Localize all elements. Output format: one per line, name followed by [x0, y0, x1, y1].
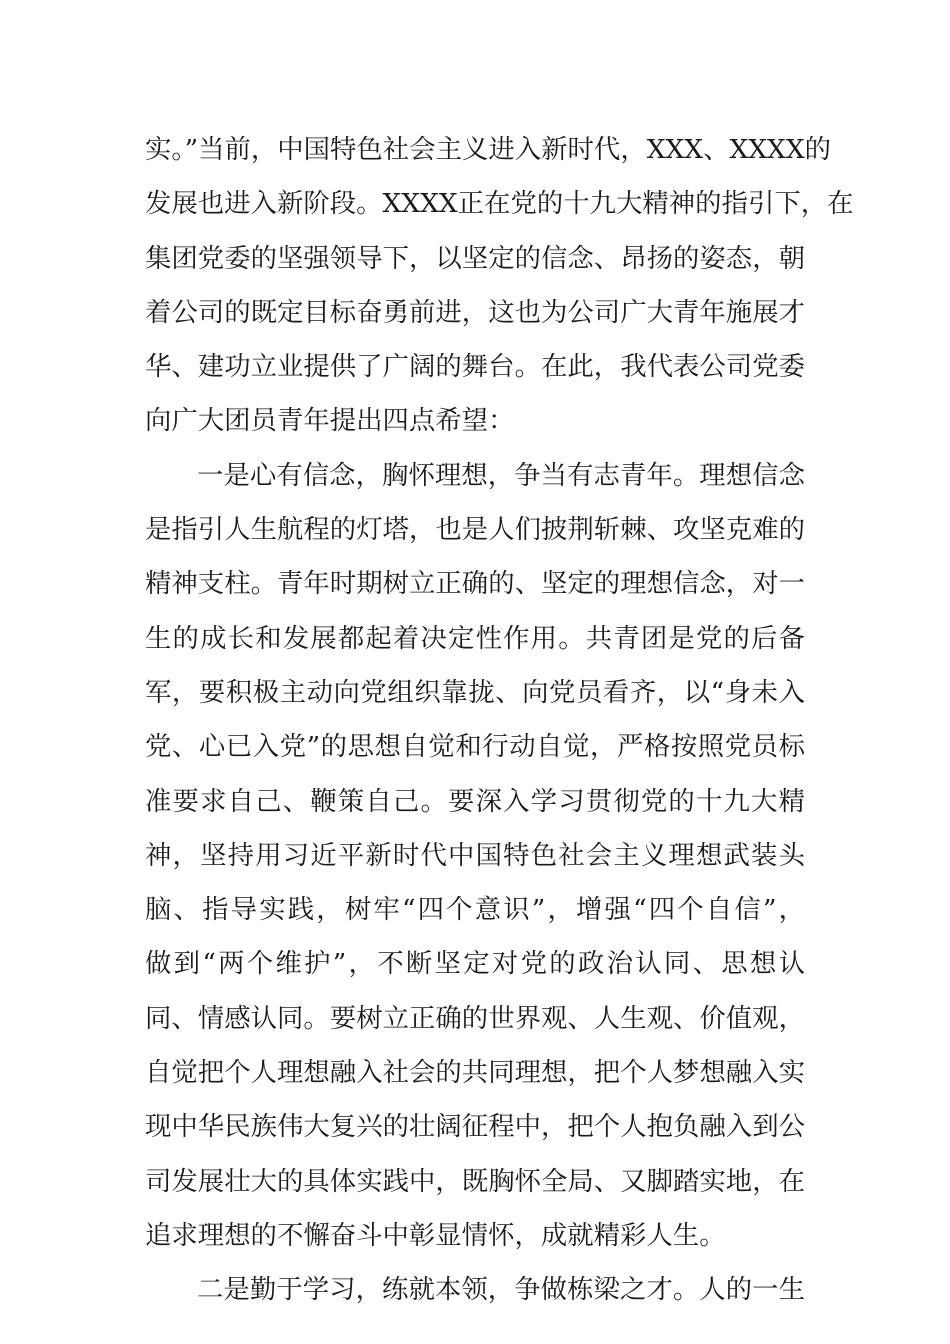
- paragraph-continuation: [145, 123, 854, 449]
- paragraph-first-hope: [145, 449, 805, 1263]
- paragraph-second-hope: [145, 1263, 805, 1317]
- text-line: 现中华民族伟大复兴的壮阔征程中，把个人抱负融入到公: [145, 1111, 805, 1143]
- text-line: 着公司的既定目标奋勇前进，这也为公司广大青年施展才: [145, 296, 805, 328]
- text-line: 实。”当前，中国特色社会主义进入新时代，XXX、XXXX的: [145, 134, 832, 165]
- text-line: 一是心有信念，胸怀理想，争当有志青年。理想信念: [197, 459, 805, 491]
- text-line: 做到“两个维护”，不断坚定对党的政治认同、思想认: [145, 948, 805, 980]
- text-line: 精神支柱。青年时期树立正确的、坚定的理想信念，对一: [145, 568, 805, 600]
- text-line: 同、情感认同。要树立正确的世界观、人生观、价值观，: [145, 1002, 805, 1034]
- text-line: 追求理想的不懈奋斗中彰显情怀，成就精彩人生。: [145, 1219, 726, 1251]
- text-line: 集团党委的坚强领导下，以坚定的信念、昂扬的姿态，朝: [145, 242, 805, 274]
- text-line: 二是勤于学习，练就本领，争做栋梁之才。人的一生: [197, 1274, 805, 1306]
- text-line: 自觉把个人理想融入社会的共同理想，把个人梦想融入实: [145, 1057, 805, 1089]
- text-line: 发展也进入新阶段。XXXX正在党的十九大精神的指引下，在: [145, 188, 854, 220]
- text-line: 华、建功立业提供了广阔的舞台。在此，我代表公司党委: [145, 351, 805, 383]
- document-body: [145, 123, 854, 1318]
- text-line: 是指引人生航程的灯塔，也是人们披荆斩棘、攻坚克难的: [145, 514, 805, 546]
- text-line: 生的成长和发展都起着决定性作用。共青团是党的后备: [145, 622, 805, 654]
- text-line: 军，要积极主动向党组织靠拢、向党员看齐，以“身未入: [145, 676, 805, 708]
- text-line: 脑、指导实践，树牢“四个意识”，增强“四个自信”，: [145, 894, 805, 926]
- text-line: 党、心已入党”的思想自觉和行动自觉，严格按照党员标: [145, 731, 805, 763]
- text-line: 司发展壮大的具体实践中，既胸怀全局、又脚踏实地，在: [145, 1165, 805, 1197]
- text-line: 神，坚持用习近平新时代中国特色社会主义理想武装头: [145, 839, 805, 871]
- text-line: 向广大团员青年提出四点希望：: [145, 405, 515, 437]
- text-line: 准要求自己、鞭策自己。要深入学习贯彻党的十九大精: [145, 785, 805, 817]
